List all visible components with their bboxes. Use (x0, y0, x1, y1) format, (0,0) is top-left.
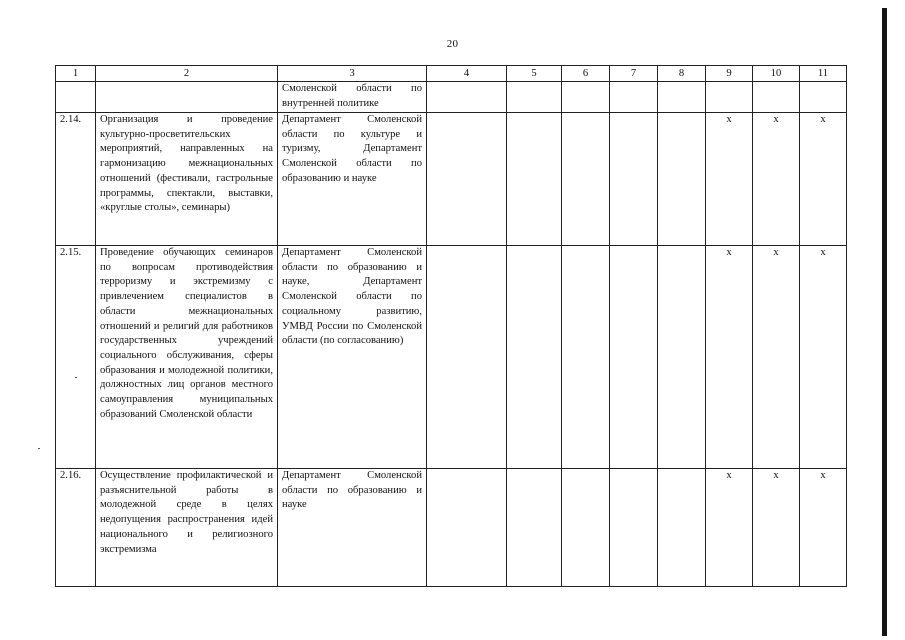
mark-cell-9: x (706, 469, 753, 587)
column-header-6: 6 (562, 66, 610, 82)
column-number-header-row (56, 66, 847, 82)
activity-name-cell: Осуществление профилактической и разъяснительной работы в молодежной среде в целях недопущения распространения идей национального и религиозного экстремизма (96, 469, 278, 587)
column-header-10: 10 (753, 66, 800, 82)
activity-name-cell: Организация и проведение культурно-просветительских мероприятий, направленных на гармонизацию межнациональных отношений (фестивали, гастрольные программы, спектакли, выставки, «круглые столы», семинары) (96, 113, 278, 246)
mark-cell-9: x (706, 113, 753, 246)
empty-cell (507, 113, 562, 246)
empty-cell (562, 113, 610, 246)
empty-cell (427, 469, 507, 587)
row-number-cell: 2.15. (56, 246, 96, 469)
row-number-cell: 2.14. (56, 113, 96, 246)
activity-name-cell: Проведение обучающих семинаров по вопросам противодействия терроризму и экстремизму с привлечением специалистов в области межнациональных отношений и религий для работников государственных учреждений социального обслуживания, сферы образования и молодежной политики, должностных лиц органов местного самоуправления муниципальных образований Смоленской области (96, 246, 278, 469)
empty-cell (610, 469, 658, 587)
table-row-continuation (56, 82, 847, 113)
empty-cell (562, 246, 610, 469)
empty-cell (427, 246, 507, 469)
mark-cell-11: x (800, 113, 847, 246)
activity-name-cell (96, 82, 278, 113)
executor-cell: Департамент Смоленской области по образованию и науке (278, 469, 427, 587)
mark-cell-10: x (753, 113, 800, 246)
plan-table (55, 65, 847, 587)
scan-speck (38, 448, 40, 449)
column-header-2: 2 (96, 66, 278, 82)
scan-edge-bar (882, 8, 887, 636)
table-row (56, 113, 847, 246)
empty-cell (610, 82, 658, 113)
empty-cell (753, 82, 800, 113)
column-header-1: 1 (56, 66, 96, 82)
empty-cell (658, 113, 706, 246)
mark-cell-10: x (753, 246, 800, 469)
table-row (56, 246, 847, 469)
empty-cell (610, 246, 658, 469)
empty-cell (658, 246, 706, 469)
empty-cell (427, 82, 507, 113)
mark-cell-11: x (800, 469, 847, 587)
column-header-7: 7 (610, 66, 658, 82)
column-header-4: 4 (427, 66, 507, 82)
mark-cell-10: x (753, 469, 800, 587)
executor-cell: Департамент Смоленской области по культуре и туризму, Департамент Смоленской области по образованию и науке (278, 113, 427, 246)
empty-cell (507, 82, 562, 113)
empty-cell (658, 469, 706, 587)
column-header-11: 11 (800, 66, 847, 82)
executor-cell: Департамент Смоленской области по образованию и науке, Департамент Смоленской области по социальному развитию, УМВД России по Смоленской области (по согласованию) (278, 246, 427, 469)
row-number-cell: 2.16. (56, 469, 96, 587)
column-header-3: 3 (278, 66, 427, 82)
executor-cell: Смоленской области по внутренней политике (278, 82, 427, 113)
empty-cell (658, 82, 706, 113)
empty-cell (610, 113, 658, 246)
row-number-cell (56, 82, 96, 113)
column-header-8: 8 (658, 66, 706, 82)
column-header-5: 5 (507, 66, 562, 82)
column-header-9: 9 (706, 66, 753, 82)
empty-cell (507, 469, 562, 587)
empty-cell (562, 82, 610, 113)
empty-cell (706, 82, 753, 113)
empty-cell (800, 82, 847, 113)
empty-cell (507, 246, 562, 469)
mark-cell-9: x (706, 246, 753, 469)
empty-cell (427, 113, 507, 246)
page-number: 20 (446, 38, 459, 50)
table-row (56, 469, 847, 587)
empty-cell (562, 469, 610, 587)
mark-cell-11: x (800, 246, 847, 469)
